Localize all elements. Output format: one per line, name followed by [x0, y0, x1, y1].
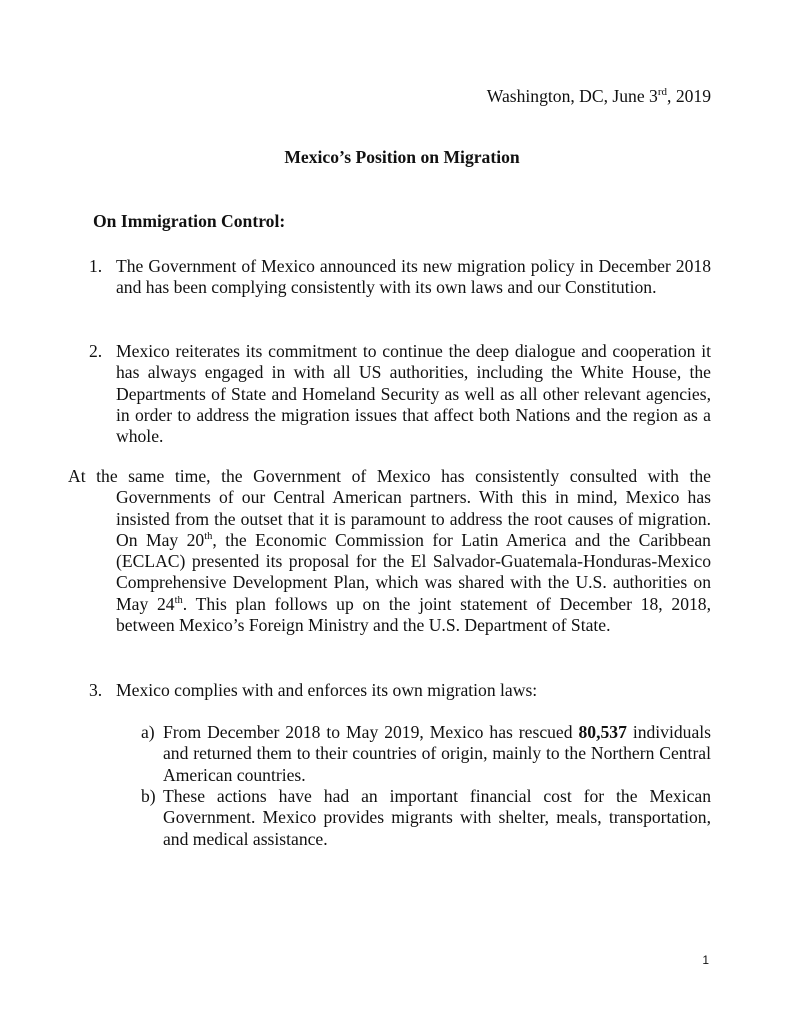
list-item-number: 3. — [89, 680, 103, 700]
list-item-text: The Government of Mexico announced its new migration policy in December 2018 and has been complying consistently with its own laws and our Constitution. — [116, 256, 711, 298]
sub-item-text: These actions have had an important financial cost for the Mexican Government. Mexico provides migrants with shelter, meals, transportation, and medical assistance. — [163, 786, 711, 849]
list-item-text: Mexico reiterates its commitment to continue the deep dialogue and cooperation it has always engaged in with all US authorities, including the White House, the Departments of State and Homeland Security as well as all other relevant agencies, in order to address the migration issues that affect both Nations and the region as a whole. — [116, 341, 711, 447]
dateline-place-date: Washington, DC, June 3 — [486, 86, 658, 106]
sub-item-b — [141, 786, 711, 850]
list-item-2 — [89, 341, 711, 447]
sub-item-text-after: individuals and returned them to their countries of origin, mainly to the Northern Central American countries. — [163, 722, 712, 785]
page-number: 1 — [702, 953, 709, 967]
body-paragraph — [68, 466, 711, 636]
list-item-text: Mexico complies with and enforces its own migration laws: — [116, 680, 538, 700]
paragraph-superscript-2: th — [174, 594, 183, 606]
paragraph-part-3: . This plan follows up on the joint statement of December 18, 2018, between Mexico’s Foreign Ministry and the U.S. Department of State. — [116, 593, 711, 636]
document-title: Mexico’s Position on Migration — [284, 147, 520, 167]
list-item-1 — [89, 256, 711, 299]
sub-item-text — [163, 722, 711, 786]
sub-item-a — [141, 722, 711, 786]
sub-item-label: b) — [141, 786, 156, 806]
list-item-number: 1. — [89, 256, 103, 276]
list-item-3 — [89, 680, 711, 701]
paragraph-part-1: At the same time, the Government of Mexico has consistently consulted with the Governments of our Central American partners. With this in mind, Mexico has insisted from the outset that it is paramount to address the root causes of migration. On May 20 — [68, 466, 711, 550]
rescued-count: 80,537 — [578, 722, 627, 742]
section-heading: On Immigration Control: — [93, 211, 286, 231]
paragraph-part-2: , the Economic Commission for Latin America and the Caribbean (ECLAC) presented its proposal for the El Salvador-Guatemala-Honduras-Mexico Comprehensive Development Plan, which was shared with the U.S. authorities on May 24 — [116, 529, 711, 614]
sub-item-label: a) — [141, 722, 155, 742]
dateline-day-suffix: rd — [657, 86, 668, 98]
sub-item-text-before: From December 2018 to May 2019, Mexico has rescued — [163, 722, 579, 742]
paragraph-superscript-1: th — [204, 530, 213, 542]
dateline-year: , 2019 — [667, 86, 711, 106]
dateline — [487, 86, 711, 107]
list-item-number: 2. — [89, 341, 103, 361]
